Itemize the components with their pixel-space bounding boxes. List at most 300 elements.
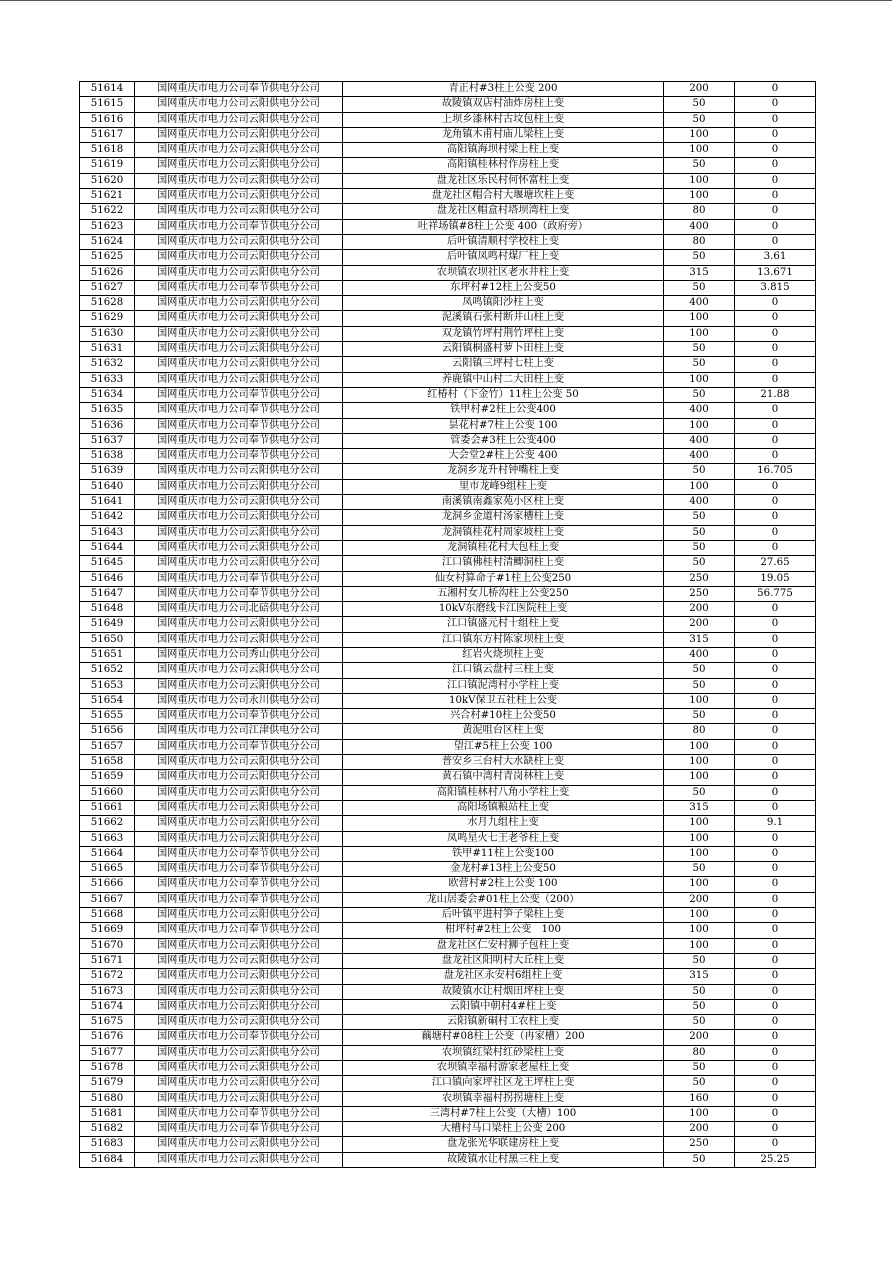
company-name-cell: 国网重庆市电力公司云阳供电分公司 xyxy=(135,112,343,127)
row-id-cell: 51646 xyxy=(80,571,135,586)
row-id-cell: 51677 xyxy=(80,1045,135,1060)
capacity-cell: 80 xyxy=(664,204,735,219)
table-row xyxy=(80,250,816,265)
company-name-cell: 国网重庆市电力公司云阳供电分公司 xyxy=(135,1137,343,1152)
row-id-cell: 51658 xyxy=(80,755,135,770)
company-name-cell: 国网重庆市电力公司云阳供电分公司 xyxy=(135,540,343,555)
row-id-cell: 51656 xyxy=(80,724,135,739)
company-name-cell: 国网重庆市电力公司云阳供电分公司 xyxy=(135,479,343,494)
capacity-cell: 50 xyxy=(664,112,735,127)
value-cell: 0 xyxy=(735,1122,816,1137)
company-name-cell: 国网重庆市电力公司奉节供电分公司 xyxy=(135,709,343,724)
capacity-cell: 250 xyxy=(664,1137,735,1152)
transformer-name-cell: 龙角镇木甫村庙儿梁柱上变 xyxy=(343,127,664,142)
value-cell: 0 xyxy=(735,204,816,219)
table-row xyxy=(80,739,816,754)
row-id-cell: 51649 xyxy=(80,617,135,632)
table-row xyxy=(80,984,816,999)
transformer-name-cell: 云阳镇三坪村七柱上变 xyxy=(343,357,664,372)
transformer-name-cell: 龙洞镇桂花村大包柱上变 xyxy=(343,540,664,555)
table-row xyxy=(80,1091,816,1106)
value-cell: 0 xyxy=(735,709,816,724)
value-cell: 0 xyxy=(735,923,816,938)
row-id-cell: 51684 xyxy=(80,1152,135,1167)
transformer-name-cell: 大槽村马口梁柱上公变 200 xyxy=(343,1122,664,1137)
capacity-cell: 100 xyxy=(664,877,735,892)
value-cell: 0 xyxy=(735,525,816,540)
company-name-cell: 国网重庆市电力公司奉节供电分公司 xyxy=(135,739,343,754)
company-name-cell: 国网重庆市电力公司奉节供电分公司 xyxy=(135,219,343,234)
table-row xyxy=(80,311,816,326)
company-name-cell: 国网重庆市电力公司云阳供电分公司 xyxy=(135,234,343,249)
transformer-name-cell: 龙山居委会#01柱上公变（200） xyxy=(343,892,664,907)
row-id-cell: 51673 xyxy=(80,984,135,999)
transformer-name-cell: 故陵镇双店村油炸房柱上变 xyxy=(343,97,664,112)
capacity-cell: 100 xyxy=(664,693,735,708)
transformer-name-cell: 铁甲#11柱上公变100 xyxy=(343,846,664,861)
row-id-cell: 51661 xyxy=(80,800,135,815)
transformer-name-cell: 普安乡三台村大水缺柱上变 xyxy=(343,755,664,770)
transformer-name-cell: 江口镇佛桂村清鲫洞柱上变 xyxy=(343,556,664,571)
capacity-cell: 200 xyxy=(664,1122,735,1137)
company-name-cell: 国网重庆市电力公司江津供电分公司 xyxy=(135,724,343,739)
company-name-cell: 国网重庆市电力公司云阳供电分公司 xyxy=(135,617,343,632)
transformer-name-cell: 故陵镇水让村烟田坪柱上变 xyxy=(343,984,664,999)
row-id-cell: 51680 xyxy=(80,1091,135,1106)
row-id-cell: 51650 xyxy=(80,632,135,647)
company-name-cell: 国网重庆市电力公司云阳供电分公司 xyxy=(135,510,343,525)
company-name-cell: 国网重庆市电力公司云阳供电分公司 xyxy=(135,97,343,112)
table-row xyxy=(80,1045,816,1060)
company-name-cell: 国网重庆市电力公司云阳供电分公司 xyxy=(135,908,343,923)
capacity-cell: 400 xyxy=(664,219,735,234)
transformer-name-cell: 盘龙社区帽盒村塔坝湾柱上变 xyxy=(343,204,664,219)
row-id-cell: 51666 xyxy=(80,877,135,892)
capacity-cell: 200 xyxy=(664,602,735,617)
table-row xyxy=(80,357,816,372)
table-row xyxy=(80,433,816,448)
value-cell: 0 xyxy=(735,785,816,800)
table-row xyxy=(80,449,816,464)
value-cell: 0 xyxy=(735,755,816,770)
table-row xyxy=(80,296,816,311)
company-name-cell: 国网重庆市电力公司奉节供电分公司 xyxy=(135,846,343,861)
value-cell: 0 xyxy=(735,357,816,372)
table-row xyxy=(80,540,816,555)
transformer-name-cell: 吐祥场镇#8柱上公变 400（政府旁） xyxy=(343,219,664,234)
transformer-name-cell: 盘龙社区永安村6组柱上变 xyxy=(343,969,664,984)
table-row xyxy=(80,999,816,1014)
transformer-name-cell: 红椿村（下金竹）11柱上公变 50 xyxy=(343,387,664,402)
value-cell: 0 xyxy=(735,82,816,97)
table-row xyxy=(80,755,816,770)
table-row xyxy=(80,143,816,158)
capacity-cell: 50 xyxy=(664,556,735,571)
company-name-cell: 国网重庆市电力公司云阳供电分公司 xyxy=(135,326,343,341)
table-row xyxy=(80,464,816,479)
value-cell: 16.705 xyxy=(735,464,816,479)
capacity-cell: 50 xyxy=(664,862,735,877)
capacity-cell: 100 xyxy=(664,372,735,387)
row-id-cell: 51622 xyxy=(80,204,135,219)
table-row xyxy=(80,953,816,968)
row-id-cell: 51668 xyxy=(80,908,135,923)
capacity-cell: 315 xyxy=(664,800,735,815)
company-name-cell: 国网重庆市电力公司奉节供电分公司 xyxy=(135,877,343,892)
capacity-cell: 100 xyxy=(664,831,735,846)
table-row xyxy=(80,479,816,494)
company-name-cell: 国网重庆市电力公司云阳供电分公司 xyxy=(135,770,343,785)
transformer-name-cell: 江口镇向家坪社区龙王坪柱上变 xyxy=(343,1076,664,1091)
capacity-cell: 160 xyxy=(664,1091,735,1106)
transformer-name-cell: 红岩火烧坝柱上变 xyxy=(343,647,664,662)
table-row xyxy=(80,1015,816,1030)
table-row xyxy=(80,647,816,662)
transformer-name-cell: 10kV东磨线卡江医院柱上变 xyxy=(343,602,664,617)
capacity-cell: 250 xyxy=(664,571,735,586)
row-id-cell: 51619 xyxy=(80,158,135,173)
row-id-cell: 51645 xyxy=(80,556,135,571)
value-cell: 0 xyxy=(735,1061,816,1076)
capacity-cell: 80 xyxy=(664,234,735,249)
capacity-cell: 80 xyxy=(664,724,735,739)
row-id-cell: 51637 xyxy=(80,433,135,448)
row-id-cell: 51636 xyxy=(80,418,135,433)
transformer-name-cell: 昙花村#7柱上公变 100 xyxy=(343,418,664,433)
company-name-cell: 国网重庆市电力公司奉节供电分公司 xyxy=(135,923,343,938)
row-id-cell: 51671 xyxy=(80,953,135,968)
capacity-cell: 50 xyxy=(664,999,735,1014)
transformer-name-cell: 故陵镇水让村黑三柱上变 xyxy=(343,1152,664,1167)
capacity-cell: 400 xyxy=(664,296,735,311)
value-cell: 21.88 xyxy=(735,387,816,402)
value-cell: 0 xyxy=(735,342,816,357)
company-name-cell: 国网重庆市电力公司云阳供电分公司 xyxy=(135,678,343,693)
row-id-cell: 51634 xyxy=(80,387,135,402)
company-name-cell: 国网重庆市电力公司云阳供电分公司 xyxy=(135,158,343,173)
row-id-cell: 51628 xyxy=(80,296,135,311)
table-row xyxy=(80,158,816,173)
capacity-cell: 100 xyxy=(664,127,735,142)
transformer-name-cell: 兴合村#10柱上公变50 xyxy=(343,709,664,724)
row-id-cell: 51653 xyxy=(80,678,135,693)
transformer-name-cell: 凤鸣星火七王老爷柱上变 xyxy=(343,831,664,846)
value-cell: 0 xyxy=(735,1137,816,1152)
row-id-cell: 51647 xyxy=(80,586,135,601)
capacity-cell: 315 xyxy=(664,969,735,984)
value-cell: 0 xyxy=(735,862,816,877)
value-cell: 0 xyxy=(735,311,816,326)
company-name-cell: 国网重庆市电力公司云阳供电分公司 xyxy=(135,938,343,953)
row-id-cell: 51620 xyxy=(80,173,135,188)
value-cell: 0 xyxy=(735,433,816,448)
table-row xyxy=(80,403,816,418)
value-cell: 0 xyxy=(735,403,816,418)
transformer-name-cell: 盘龙社区仁安村狮子包柱上变 xyxy=(343,938,664,953)
capacity-cell: 100 xyxy=(664,418,735,433)
company-name-cell: 国网重庆市电力公司云阳供电分公司 xyxy=(135,831,343,846)
company-name-cell: 国网重庆市电力公司云阳供电分公司 xyxy=(135,785,343,800)
company-name-cell: 国网重庆市电力公司云阳供电分公司 xyxy=(135,173,343,188)
value-cell: 0 xyxy=(735,510,816,525)
company-name-cell: 国网重庆市电力公司云阳供电分公司 xyxy=(135,250,343,265)
value-cell: 0 xyxy=(735,632,816,647)
capacity-cell: 50 xyxy=(664,464,735,479)
capacity-cell: 50 xyxy=(664,1152,735,1167)
table-row xyxy=(80,82,816,97)
table-row xyxy=(80,326,816,341)
row-id-cell: 51629 xyxy=(80,311,135,326)
page-top-border xyxy=(0,0,892,1)
capacity-cell: 50 xyxy=(664,1076,735,1091)
row-id-cell: 51667 xyxy=(80,892,135,907)
transformer-name-cell: 盘龙张光华联建房柱上变 xyxy=(343,1137,664,1152)
capacity-cell: 400 xyxy=(664,449,735,464)
transformer-name-cell: 盘龙社区乐民村何怀富柱上变 xyxy=(343,173,664,188)
table-row xyxy=(80,1137,816,1152)
transformer-name-cell: 仙女村算命子#1柱上公变250 xyxy=(343,571,664,586)
company-name-cell: 国网重庆市电力公司云阳供电分公司 xyxy=(135,357,343,372)
table-row xyxy=(80,1030,816,1045)
capacity-cell: 50 xyxy=(664,387,735,402)
transformer-name-cell: 云阳镇新硐村工农柱上变 xyxy=(343,1015,664,1030)
row-id-cell: 51621 xyxy=(80,189,135,204)
company-name-cell: 国网重庆市电力公司云阳供电分公司 xyxy=(135,953,343,968)
transformer-name-cell: 凤鸣镇阳沙柱上变 xyxy=(343,296,664,311)
value-cell: 0 xyxy=(735,770,816,785)
company-name-cell: 国网重庆市电力公司奉节供电分公司 xyxy=(135,1122,343,1137)
row-id-cell: 51616 xyxy=(80,112,135,127)
capacity-cell: 50 xyxy=(664,97,735,112)
row-id-cell: 51678 xyxy=(80,1061,135,1076)
table-row xyxy=(80,112,816,127)
value-cell: 0 xyxy=(735,969,816,984)
company-name-cell: 国网重庆市电力公司奉节供电分公司 xyxy=(135,892,343,907)
row-id-cell: 51643 xyxy=(80,525,135,540)
value-cell: 0 xyxy=(735,1091,816,1106)
value-cell: 0 xyxy=(735,1106,816,1121)
transformer-name-cell: 后叶镇凤鸣村煤厂柱上变 xyxy=(343,250,664,265)
transformer-name-cell: 大会堂2#柱上公变 400 xyxy=(343,449,664,464)
company-name-cell: 国网重庆市电力公司奉节供电分公司 xyxy=(135,862,343,877)
value-cell: 13.671 xyxy=(735,265,816,280)
value-cell: 0 xyxy=(735,647,816,662)
row-id-cell: 51638 xyxy=(80,449,135,464)
table-row xyxy=(80,785,816,800)
row-id-cell: 51662 xyxy=(80,816,135,831)
value-cell: 3.815 xyxy=(735,280,816,295)
row-id-cell: 51639 xyxy=(80,464,135,479)
capacity-cell: 400 xyxy=(664,403,735,418)
table-row xyxy=(80,418,816,433)
value-cell: 9.1 xyxy=(735,816,816,831)
table-row xyxy=(80,1106,816,1121)
capacity-cell: 50 xyxy=(664,709,735,724)
capacity-cell: 50 xyxy=(664,158,735,173)
row-id-cell: 51614 xyxy=(80,82,135,97)
table-body xyxy=(80,82,816,1168)
company-name-cell: 国网重庆市电力公司奉节供电分公司 xyxy=(135,403,343,418)
table-row xyxy=(80,663,816,678)
transformer-name-cell: 盘龙社区阳明村大丘柱上变 xyxy=(343,953,664,968)
value-cell: 0 xyxy=(735,739,816,754)
company-name-cell: 国网重庆市电力公司奉节供电分公司 xyxy=(135,1106,343,1121)
transformer-name-cell: 云阳镇中朝村4#柱上变 xyxy=(343,999,664,1014)
transformer-table xyxy=(79,81,816,1168)
transformer-name-cell: 江口镇东方村陈家坝柱上变 xyxy=(343,632,664,647)
table-row xyxy=(80,127,816,142)
capacity-cell: 100 xyxy=(664,311,735,326)
capacity-cell: 100 xyxy=(664,908,735,923)
row-id-cell: 51617 xyxy=(80,127,135,142)
capacity-cell: 100 xyxy=(664,770,735,785)
row-id-cell: 51644 xyxy=(80,540,135,555)
transformer-name-cell: 高阳镇海坝村梁上柱上变 xyxy=(343,143,664,158)
table-row xyxy=(80,265,816,280)
value-cell: 0 xyxy=(735,540,816,555)
table-row xyxy=(80,387,816,402)
transformer-name-cell: 农坝镇红梁村红砂梁柱上变 xyxy=(343,1045,664,1060)
table-row xyxy=(80,1061,816,1076)
capacity-cell: 50 xyxy=(664,984,735,999)
table-row xyxy=(80,892,816,907)
company-name-cell: 国网重庆市电力公司奉节供电分公司 xyxy=(135,418,343,433)
table-row xyxy=(80,816,816,831)
value-cell: 0 xyxy=(735,724,816,739)
row-id-cell: 51633 xyxy=(80,372,135,387)
value-cell: 3.61 xyxy=(735,250,816,265)
row-id-cell: 51665 xyxy=(80,862,135,877)
company-name-cell: 国网重庆市电力公司云阳供电分公司 xyxy=(135,1152,343,1167)
transformer-name-cell: 龙洞镇桂花村周家坡柱上变 xyxy=(343,525,664,540)
capacity-cell: 400 xyxy=(664,647,735,662)
row-id-cell: 51624 xyxy=(80,234,135,249)
company-name-cell: 国网重庆市电力公司云阳供电分公司 xyxy=(135,127,343,142)
row-id-cell: 51659 xyxy=(80,770,135,785)
transformer-name-cell: 三湾村#7柱上公变（大槽）100 xyxy=(343,1106,664,1121)
table-row xyxy=(80,219,816,234)
transformer-name-cell: 柑坪村#2柱上公变 100 xyxy=(343,923,664,938)
capacity-cell: 50 xyxy=(664,342,735,357)
value-cell: 0 xyxy=(735,127,816,142)
table-row xyxy=(80,862,816,877)
value-cell: 0 xyxy=(735,953,816,968)
row-id-cell: 51627 xyxy=(80,280,135,295)
transformer-name-cell: 龙洞乡龙升村钟嘴柱上变 xyxy=(343,464,664,479)
row-id-cell: 51626 xyxy=(80,265,135,280)
transformer-name-cell: 望江#5柱上公变 100 xyxy=(343,739,664,754)
company-name-cell: 国网重庆市电力公司北碚供电分公司 xyxy=(135,602,343,617)
transformer-name-cell: 高阳场镇粮站柱上变 xyxy=(343,800,664,815)
company-name-cell: 国网重庆市电力公司云阳供电分公司 xyxy=(135,143,343,158)
row-id-cell: 51632 xyxy=(80,357,135,372)
transformer-name-cell: 盘龙社区帽合村大堰塘坎柱上变 xyxy=(343,189,664,204)
company-name-cell: 国网重庆市电力公司云阳供电分公司 xyxy=(135,1045,343,1060)
transformer-name-cell: 欧营村#2柱上公变 100 xyxy=(343,877,664,892)
row-id-cell: 51640 xyxy=(80,479,135,494)
value-cell: 0 xyxy=(735,892,816,907)
company-name-cell: 国网重庆市电力公司奉节供电分公司 xyxy=(135,433,343,448)
capacity-cell: 250 xyxy=(664,586,735,601)
transformer-name-cell: 后叶镇清顺村学校柱上变 xyxy=(343,234,664,249)
row-id-cell: 51674 xyxy=(80,999,135,1014)
value-cell: 0 xyxy=(735,831,816,846)
capacity-cell: 50 xyxy=(664,1015,735,1030)
table-row xyxy=(80,97,816,112)
row-id-cell: 51635 xyxy=(80,403,135,418)
capacity-cell: 100 xyxy=(664,816,735,831)
company-name-cell: 国网重庆市电力公司奉节供电分公司 xyxy=(135,1030,343,1045)
table-row xyxy=(80,525,816,540)
value-cell: 0 xyxy=(735,877,816,892)
transformer-name-cell: 养鹿镇中山村二大田柱上变 xyxy=(343,372,664,387)
value-cell: 0 xyxy=(735,418,816,433)
company-name-cell: 国网重庆市电力公司秀山供电分公司 xyxy=(135,647,343,662)
table-row xyxy=(80,770,816,785)
capacity-cell: 50 xyxy=(664,785,735,800)
value-cell: 0 xyxy=(735,908,816,923)
value-cell: 0 xyxy=(735,97,816,112)
company-name-cell: 国网重庆市电力公司云阳供电分公司 xyxy=(135,755,343,770)
value-cell: 0 xyxy=(735,617,816,632)
value-cell: 0 xyxy=(735,112,816,127)
value-cell: 0 xyxy=(735,800,816,815)
transformer-name-cell: 农坝镇农坝社区老水井柱上变 xyxy=(343,265,664,280)
table-row xyxy=(80,586,816,601)
table-row xyxy=(80,280,816,295)
company-name-cell: 国网重庆市电力公司云阳供电分公司 xyxy=(135,464,343,479)
row-id-cell: 51669 xyxy=(80,923,135,938)
capacity-cell: 100 xyxy=(664,189,735,204)
value-cell: 0 xyxy=(735,846,816,861)
row-id-cell: 51675 xyxy=(80,1015,135,1030)
company-name-cell: 国网重庆市电力公司云阳供电分公司 xyxy=(135,800,343,815)
capacity-cell: 80 xyxy=(664,1045,735,1060)
transformer-name-cell: 黄泥咀台区柱上变 xyxy=(343,724,664,739)
capacity-cell: 100 xyxy=(664,938,735,953)
table-row xyxy=(80,709,816,724)
company-name-cell: 国网重庆市电力公司奉节供电分公司 xyxy=(135,280,343,295)
capacity-cell: 200 xyxy=(664,617,735,632)
table-row xyxy=(80,571,816,586)
company-name-cell: 国网重庆市电力公司云阳供电分公司 xyxy=(135,663,343,678)
value-cell: 0 xyxy=(735,234,816,249)
table-row xyxy=(80,510,816,525)
company-name-cell: 国网重庆市电力公司云阳供电分公司 xyxy=(135,296,343,311)
table-row xyxy=(80,877,816,892)
transformer-name-cell: 铁甲村#2柱上公变400 xyxy=(343,403,664,418)
row-id-cell: 51682 xyxy=(80,1122,135,1137)
transformer-name-cell: 藕塘村#08柱上公变（冉家槽）200 xyxy=(343,1030,664,1045)
value-cell: 0 xyxy=(735,693,816,708)
capacity-cell: 100 xyxy=(664,479,735,494)
value-cell: 0 xyxy=(735,143,816,158)
transformer-name-cell: 10kV保卫五社柱上公变 xyxy=(343,693,664,708)
row-id-cell: 51664 xyxy=(80,846,135,861)
transformer-name-cell: 南溪镇南鑫家苑小区柱上变 xyxy=(343,495,664,510)
value-cell: 0 xyxy=(735,326,816,341)
capacity-cell: 400 xyxy=(664,495,735,510)
value-cell: 0 xyxy=(735,449,816,464)
value-cell: 0 xyxy=(735,984,816,999)
value-cell: 0 xyxy=(735,372,816,387)
capacity-cell: 400 xyxy=(664,433,735,448)
table-row xyxy=(80,372,816,387)
row-id-cell: 51672 xyxy=(80,969,135,984)
transformer-name-cell: 双龙镇竹坪村荆竹坪柱上变 xyxy=(343,326,664,341)
table-row xyxy=(80,908,816,923)
transformer-name-cell: 高阳镇桂林村八角小学柱上变 xyxy=(343,785,664,800)
